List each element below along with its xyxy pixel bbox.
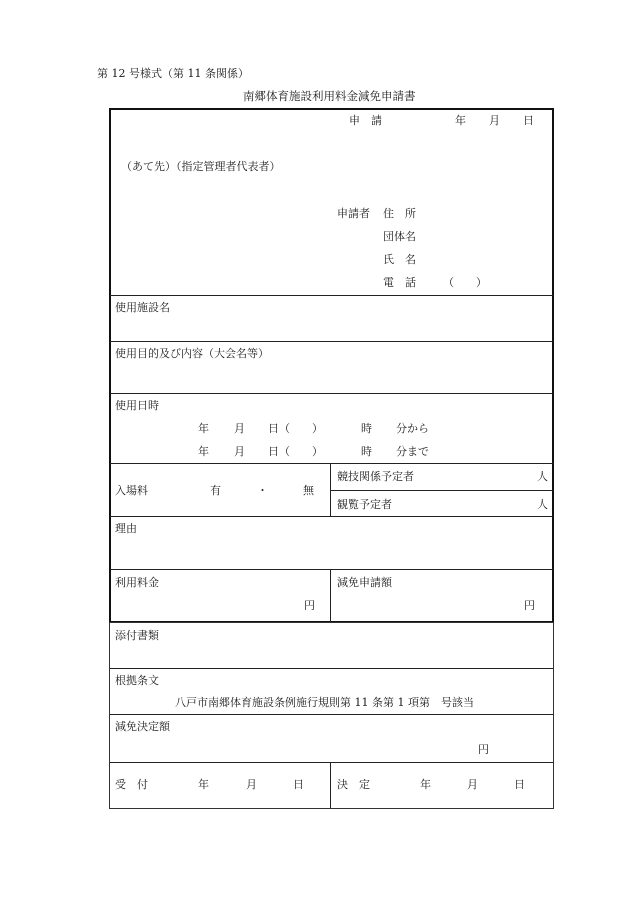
divider-line bbox=[110, 569, 553, 570]
application-month: 月 bbox=[489, 114, 500, 127]
divider-line bbox=[110, 714, 553, 715]
decided-day: 日 bbox=[514, 778, 525, 791]
start-month: 月 bbox=[234, 422, 245, 435]
start-hour: 時 bbox=[361, 422, 372, 435]
end-month: 月 bbox=[234, 445, 245, 458]
end-hour: 時 bbox=[361, 445, 372, 458]
decision-amount-unit: 円 bbox=[478, 743, 489, 756]
basis-label: 根拠条文 bbox=[115, 674, 159, 687]
form-title: 南郷体育施設利用料金減免申請書 bbox=[243, 89, 416, 103]
divider-line bbox=[110, 295, 553, 296]
divider-line bbox=[330, 570, 331, 622]
divider-line bbox=[110, 668, 553, 669]
divider-line bbox=[110, 463, 553, 464]
decision-amount-label: 減免決定額 bbox=[115, 720, 170, 733]
facility-label: 使用施設名 bbox=[115, 301, 170, 314]
phone-label: 電 話 bbox=[383, 276, 416, 289]
application-date-label: 申 請 bbox=[349, 114, 382, 127]
reduction-request-label: 減免申請額 bbox=[337, 576, 392, 589]
phone-parens: （ ） bbox=[443, 276, 487, 289]
usage-time-label: 使用日時 bbox=[115, 399, 159, 412]
decided-year: 年 bbox=[420, 778, 431, 791]
end-year: 年 bbox=[198, 445, 209, 458]
reduction-request-unit: 円 bbox=[524, 599, 535, 612]
applicant-label: 申請者 bbox=[337, 207, 370, 220]
decided-label: 決 定 bbox=[337, 778, 370, 791]
group-label: 団体名 bbox=[383, 230, 416, 243]
name-label: 氏 名 bbox=[383, 253, 416, 266]
divider-line bbox=[110, 341, 553, 342]
fee-unit: 円 bbox=[304, 599, 315, 612]
received-label: 受 付 bbox=[115, 778, 148, 791]
divider-line bbox=[330, 490, 553, 491]
application-year: 年 bbox=[455, 114, 466, 127]
spectators-label: 観覧予定者 bbox=[337, 498, 392, 511]
end-minute-until: 分まで bbox=[396, 445, 429, 458]
decided-month: 月 bbox=[467, 778, 478, 791]
start-minute-from: 分から bbox=[396, 422, 429, 435]
spectators-unit: 人 bbox=[537, 498, 548, 511]
application-day: 日 bbox=[523, 114, 534, 127]
form-number: 第 12 号様式（第 11 条関係） bbox=[97, 67, 249, 80]
attachments-label: 添付書類 bbox=[115, 629, 159, 642]
address-label: 住 所 bbox=[383, 207, 416, 220]
fee-label: 利用料金 bbox=[115, 576, 159, 589]
divider-line bbox=[110, 762, 553, 763]
admission-yes: 有 bbox=[210, 484, 221, 497]
office-use-section-frame bbox=[109, 622, 554, 809]
applicant-section-frame bbox=[109, 108, 554, 623]
admission-label: 入場料 bbox=[115, 484, 148, 497]
divider-line bbox=[110, 393, 553, 394]
divider-line bbox=[330, 464, 331, 516]
purpose-label: 使用目的及び内容（大会名等） bbox=[115, 347, 269, 360]
competitors-label: 競技関係予定者 bbox=[337, 470, 414, 483]
divider-line bbox=[110, 516, 553, 517]
end-day: 日（ ） bbox=[268, 445, 323, 458]
competitors-unit: 人 bbox=[537, 470, 548, 483]
addressee: （あて先）（指定管理者代表者） bbox=[121, 160, 281, 173]
reason-label: 理由 bbox=[115, 522, 137, 535]
received-day: 日 bbox=[293, 778, 304, 791]
start-year: 年 bbox=[198, 422, 209, 435]
received-year: 年 bbox=[198, 778, 209, 791]
basis-text: 八戸市南郷体育施設条例施行規則第 11 条第 1 項第 号該当 bbox=[175, 696, 474, 709]
received-month: 月 bbox=[246, 778, 257, 791]
divider-line bbox=[330, 763, 331, 808]
start-day: 日（ ） bbox=[268, 422, 323, 435]
admission-no: 無 bbox=[303, 484, 314, 497]
admission-separator: ・ bbox=[257, 484, 268, 497]
